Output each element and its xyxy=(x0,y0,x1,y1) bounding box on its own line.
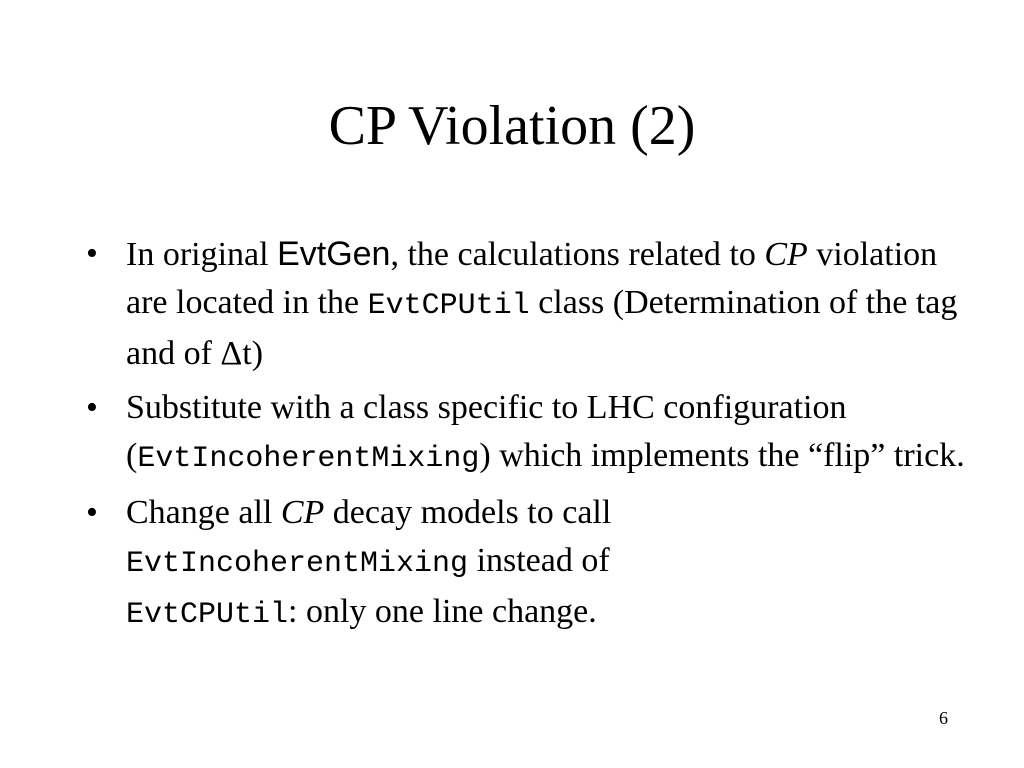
code-term-evtincoherentmixing: EvtIncoherentMixing xyxy=(126,547,469,581)
bullet-marker: • xyxy=(86,235,98,272)
bullet-text-segment: ) which implements the “flip” trick. xyxy=(479,437,965,474)
bullet-text-segment: instead of xyxy=(468,542,610,579)
bullet-text-segment: Substitute with a class specific to LHC configuration ( xyxy=(126,389,847,474)
bullet-marker: • xyxy=(86,494,98,531)
page-number: 6 xyxy=(939,708,948,728)
bullet-marker: • xyxy=(86,389,98,426)
code-term-evtgen: EvtGen xyxy=(277,235,391,273)
code-term-evtcputil: EvtCPUtil xyxy=(367,289,530,323)
bullet-item xyxy=(86,230,966,378)
bullet-text-segment: Change all xyxy=(126,494,281,531)
slide-title: CP Violation (2) xyxy=(328,95,696,157)
bullet-text-segment: , the calculations related to xyxy=(390,236,765,273)
italic-term-cp: CP xyxy=(280,494,325,531)
bullet-text-segment: violation are located in the xyxy=(126,236,938,321)
italic-term-cp: CP xyxy=(764,236,808,273)
bullet-item xyxy=(86,384,966,483)
bullet-text-segment: In original xyxy=(126,236,278,273)
bullet-text-segment: class (Determination of the tag and of Δt) xyxy=(126,284,958,372)
code-term-evtcputil: EvtCPUtil xyxy=(126,598,289,632)
bullet-text-segment: decay models to call xyxy=(324,494,612,531)
bullet-text-segment: : only one line change. xyxy=(288,593,597,630)
bullet-item xyxy=(86,489,966,639)
bullet-list xyxy=(86,230,966,645)
code-term-evtincoherentmixing: EvtIncoherentMixing xyxy=(137,442,480,476)
